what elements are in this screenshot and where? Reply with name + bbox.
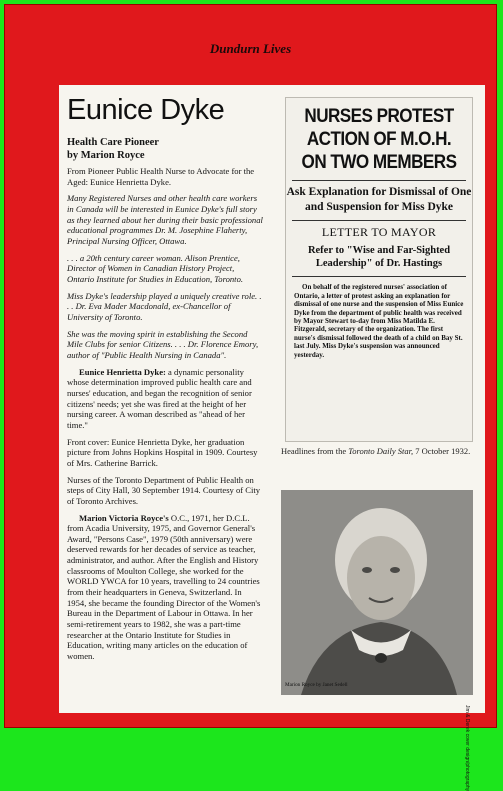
series-title: Dundurn Lives xyxy=(209,41,292,56)
byline: by Marion Royce xyxy=(67,149,145,161)
clipping-body: On behalf of the registered nurses' association of Ontario, a letter of protest asking an explanation for dismissal of one nurse and the suspension of Miss Eunice Dyke from the department of public health was received by Mayor Stewart to-day from Miss Matilda E. Fitzgerald, secretary of the organization. The first nurse's dismissal followed the death of a child on Bay St. last July. Miss Dyke's suspension was announced yesterday. xyxy=(294,283,464,359)
author-bio xyxy=(67,513,263,662)
headline-line-3: ON TWO MEMBERS xyxy=(301,151,457,173)
divider xyxy=(292,276,466,277)
author-portrait xyxy=(281,490,473,695)
content-panel xyxy=(59,85,485,791)
back-cover xyxy=(4,4,497,791)
blurb-macdonald: Miss Dyke's leadership played a uniquely creative role. . . . Dr. Eva Mader Macdonald, ex-Chancellor of University of Toronto. xyxy=(67,290,262,323)
caption-paper: Toronto Daily Star, xyxy=(348,446,414,456)
front-cover-credit: Front cover: Eunice Henrietta Dyke, her graduation picture from Johns Hopkins Hospital in 1909. Courtesy of Mrs. Catherine Barrick. xyxy=(67,436,258,468)
headline-line-1: NURSES PROTEST xyxy=(304,106,454,127)
description-lead: Eunice Henrietta Dyke: xyxy=(79,366,166,377)
divider xyxy=(292,220,466,221)
blurb-prentice: . . . a 20th century career woman. Alison Prentice, Director of Women in Canadian History Project, Ontario Institute for Studies in Education, Toronto. xyxy=(67,252,244,285)
clipping-refer: Refer to "Wise and Far-Sighted Leadership" of Dr. Hastings xyxy=(307,245,451,270)
left-column xyxy=(67,93,263,668)
portrait-caption: Marion Royce by Janet Sedell xyxy=(285,682,348,688)
design-credit: Jim & Derek cover design/photography xyxy=(464,705,470,791)
divider xyxy=(292,180,466,181)
book-subtitle xyxy=(67,137,263,162)
intro-text: From Pioneer Public Health Nurse to Advocate for the Aged: Eunice Henrietta Dyke. xyxy=(67,166,255,187)
subtitle-text: Health Care Pioneer xyxy=(67,136,159,148)
nurses-photo-credit: Nurses of the Toronto Department of Public Health on steps of City Hall, 30 September 1914. Courtesy of City of Toronto Archives. xyxy=(67,474,261,506)
description-text: a dynamic personality whose determination improved public health care and nurses' education, and began the recognition of senior citizens' needs; yet she was fired at the height of her nursing career. A woman described as "ahead of her time." xyxy=(67,366,252,430)
book-title: Eunice Dyke xyxy=(67,94,225,126)
blurb-flaherty: Many Registered Nurses and other health care workers in Canada will be interested in Eunice Dyke's full story as they learned about her during their basic professional educational programmes Dr. M. Josephine Flaherty, Principal Nursing Officer, Ottawa. xyxy=(67,193,263,247)
portrait-illustration xyxy=(281,490,473,695)
author-bio-text: O.C., 1971, her D.C.L. from Acadia University, 1975, and Governor General's Award, "Persons Case", 1979 (50th anniversary) were deserved rewards for her decades of service as teacher, administrator, and author. After the English and History classrooms of Moulton College, she worked for the WORLD YWCA for 10 years, travelling to 24 countries from their headquarters in Geneva, Switzerland. In 1954, she became the founding Director of the Women's Bureau in the Department of Labour in Ottawa. In her semi-retirement years to 1982, she was a part-time researcher at the Ontario Institute for Studies in Education, writing many articles on the education of women. xyxy=(67,512,261,662)
newspaper-clipping xyxy=(285,97,473,442)
author-bio-lead: Marion Victoria Royce's xyxy=(79,512,169,523)
headline-line-2: ACTION OF M.O.H. xyxy=(306,128,452,150)
clipping-headline xyxy=(295,98,462,174)
blurb-emory: She was the moving spirit in establishing the Second Mile Clubs for senior Citizens. . . . Dr. Florence Emory, author of "Public Health Nursing in Canada". xyxy=(67,328,259,360)
caption-pre: Headlines from the xyxy=(281,446,349,456)
description-paragraph xyxy=(67,367,263,431)
clipping-deck: Ask Explanation for Dismissal of One and Suspension for Miss Dyke xyxy=(286,186,472,213)
clipping-caption xyxy=(281,446,471,457)
caption-post: 7 October 1932. xyxy=(413,446,471,456)
intro-paragraph xyxy=(67,166,263,187)
clipping-letter-head: LETTER TO MAYOR xyxy=(321,225,437,240)
